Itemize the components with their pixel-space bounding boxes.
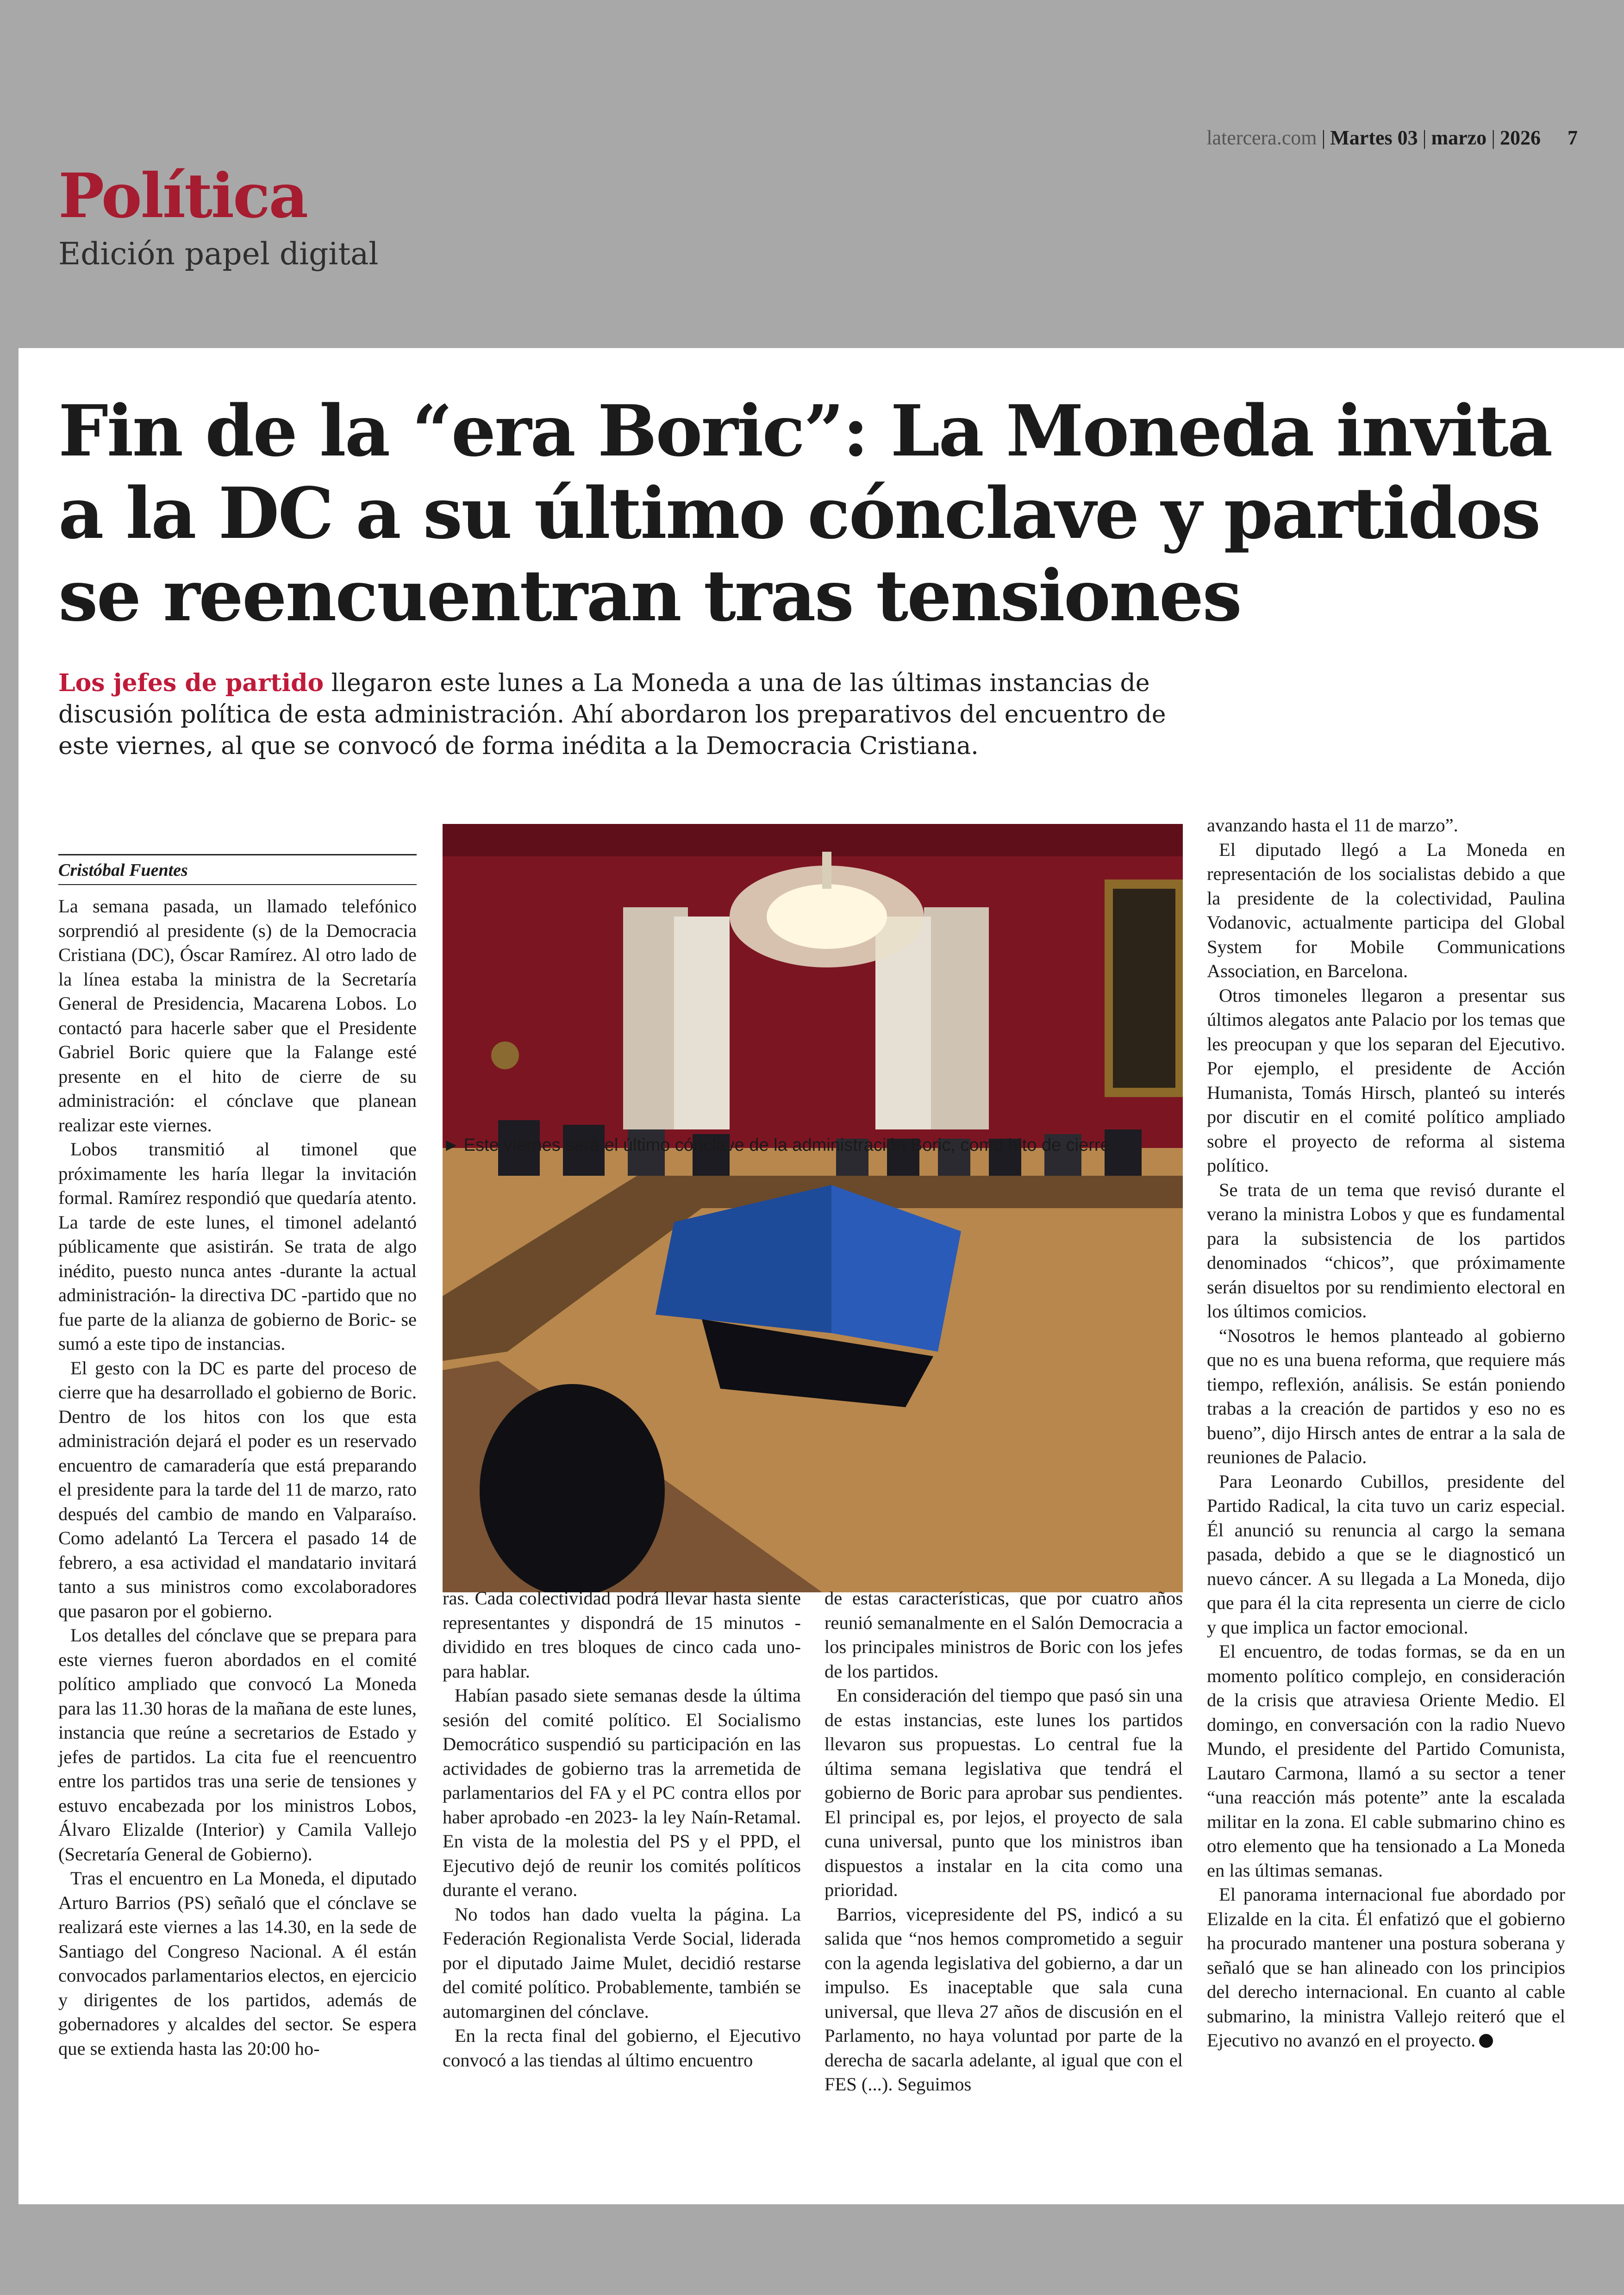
column-1 bbox=[58, 854, 417, 2061]
paragraph-text: El panorama internacional fue abordado por Elizalde en la cita. Él enfatizó que el gobierno ha procurado mantener una postura soberana y señaló que se han alineado con los principios del derecho internacional. En cuanto al cable submarino, la ministra Vallejo reiteró que el Ejecutivo no avanzó en el proyecto. bbox=[1207, 1884, 1565, 2051]
date-month: marzo bbox=[1431, 126, 1487, 149]
photo-curtain-right bbox=[924, 907, 989, 1129]
page-number: 7 bbox=[1568, 126, 1578, 149]
site-url[interactable]: latercera.com bbox=[1206, 126, 1317, 149]
paragraph: El diputado llegó a La Moneda en representación de los socialistas debido a que la presidente de la colectividad, Paulina Vodanovic, actualmente participa del Global System for Mobile Communications Association, en Barcelona. bbox=[1207, 839, 1565, 981]
standfirst-lead: Los jefes de partido bbox=[58, 669, 324, 697]
headline: Fin de la “era Boric”: La Moneda invita a la DC a su último cónclave y partidos se reencuentran tras tensiones bbox=[58, 389, 1552, 637]
byline-box bbox=[58, 854, 417, 885]
photo-wall-clock bbox=[491, 1041, 519, 1069]
last-paragraph bbox=[1207, 1883, 1565, 2053]
byline: Cristóbal Fuentes bbox=[58, 861, 188, 880]
paragraph: avanzando hasta el 11 de marzo”. bbox=[1207, 815, 1458, 836]
paragraph: Se trata de un tema que revisó durante el verano la ministra Lobos y que es fundamental para la subsistencia de los partidos denominados “chicos”, que próximamente serán disueltos por su rendimiento electoral en los últimos comicios. bbox=[1207, 1179, 1565, 1322]
article-page bbox=[19, 348, 1624, 2204]
paragraph: Para Leonardo Cubillos, presidente del Partido Radical, la cita tuvo un cariz especial. Él anunció su renuncia al cargo la semana pasada, debido a que se le diagnosticó un nuevo cáncer. A su llegada a La Moneda, dijo que para él la cita representa un cierre de ciclo y que implica un factor emocional. bbox=[1207, 1471, 1565, 1638]
meeting-room-photo bbox=[443, 824, 1183, 1592]
photo-foreground-person bbox=[480, 1384, 665, 1592]
masthead bbox=[0, 0, 1624, 348]
paragraph: “Nosotros le hemos planteado al gobierno que no es una buena reforma, que requiere más tiempo, reflexión, análisis. Se están poniendo trabas a la creación de partidos y eso no es bueno”, dijo Hirsch antes de entrar a la sala de reuniones de Palacio. bbox=[1207, 1325, 1565, 1467]
paragraph: En la recta final del gobierno, el Ejecutivo convocó a las tiendas al último encuentro bbox=[443, 2025, 801, 2070]
paragraph: Otros timoneles llegaron a presentar sus últimos alegatos ante Palacio por los temas que les preocupan y que los separan del Ejecutivo. Por ejemplo, el presidente de Acción Humanista, Tomás Hirsch, planteó su interés por discutir en el comité político ampliado sobre el proyecto de reforma al sistema político. bbox=[1207, 985, 1565, 1176]
caption-arrow-icon: ► bbox=[443, 1135, 460, 1155]
photo-ceiling bbox=[443, 824, 1183, 856]
date-weekday-day: Martes 03 bbox=[1330, 126, 1418, 149]
paragraph: Los detalles del cónclave que se prepara para este viernes fueron abordados en el comité político ampliado que convocó La Moneda para las 11.30 horas de la mañana de este lunes, instancia que reúne a secretarios de Estado y jefes de partidos. La cita fue el reencuentro entre los partidos tras una serie de tensiones y estuvo encabezada por los ministros Lobos, Álvaro Elizalde (Interior) y Camila Vallejo (Secretaría General de Gobierno). bbox=[58, 1625, 417, 1865]
article-photo bbox=[443, 824, 1183, 1592]
column-4 bbox=[1207, 813, 1565, 2053]
paragraph: ras. Cada colectividad podrá llevar hasta siente representantes y dispondrá de 15 minutos -dividido en tres bloques de cinco cada uno- para hablar. bbox=[443, 1588, 801, 1682]
standfirst-text: llegaron este lunes a La Moneda a una de las últimas instancias de discusión política de esta administración. Ahí abordaron los preparativos del encuentro de este viernes, al que se convocó de forma inédita a la Democracia Cristiana. bbox=[58, 669, 1166, 760]
column-3 bbox=[824, 1586, 1183, 2097]
edition-label: Edición papel digital bbox=[58, 236, 379, 272]
paragraph: Barrios, vicepresidente del PS, indicó a su salida que “nos hemos comprometido a seguir con la agenda legislativa del gobierno, a dar un impulso. Es inaceptable que sala cuna universal, que lleva 27 años de discusión en el Parlamento, no haya voluntad por parte de la derecha de sacarla adelante, al igual que con el FES (...). Seguimos bbox=[824, 1903, 1183, 2095]
paragraph: Tras el encuentro en La Moneda, el diputado Arturo Barrios (PS) señaló que el cónclave se realizará este viernes a las 14.30, en la sede de Santiago del Congreso Nacional. A él están convocados parlamentarios electos, en ejercicio y dirigentes de los partidos, además de gobernadores y alcaldes del sector. Se espera que se extienda hasta las 20:00 ho- bbox=[58, 1868, 417, 2059]
paragraph: Habían pasado siete semanas desde la última sesión del comité político. El Socialismo Democrático suspendió su participación en las actividades de gobierno tras la arremetida de parlamentarios del FA y el PC contra ellos por haber aprobado -en 2023- la ley Naín-Retamal. En vista de la molestia del PS y el PPD, el Ejecutivo dejó de reunir los comités políticos durante el verano. bbox=[443, 1685, 801, 1900]
column-2 bbox=[443, 1586, 801, 2072]
caption-text: Este viernes será el último cónclave de la administración Boric, como hito de cierre. bbox=[463, 1135, 1115, 1155]
paragraph: El encuentro, de todas formas, se da en un momento político complejo, en consideración de la crisis que atraviesa Oriente Medio. El domingo, en conversación con la radio Nuevo Mundo, el presidente del Partido Comunista, Lautaro Carmona, llamó a su sector a tener “una reacción más potente” ante la escalada militar en la zona. El cable submarino chino es otro elemento que ha tensionado a La Moneda en las últimas semanas. bbox=[1207, 1641, 1565, 1881]
standfirst bbox=[58, 667, 1169, 762]
paragraph: de estas características, que por cuatro años reunió semanalmente en el Salón Democracia a los principales ministros de Boric con los jefes de los partidos. bbox=[824, 1588, 1183, 1682]
photo-caption bbox=[443, 1134, 1183, 1156]
dateline: latercera.com | Martes 03 | marzo | 2026 7 bbox=[1206, 126, 1578, 149]
end-of-article-icon bbox=[1479, 2034, 1493, 2048]
photo-window-left bbox=[674, 917, 730, 1129]
paragraph: La semana pasada, un llamado telefónico sorprendió al presidente (s) de la Democracia Cristiana (DC), Óscar Ramírez. Al otro lado de la línea estaba la ministra de la Secretaría General de Presidencia, Macarena Lobos. Lo contactó para hacerle saber que el Presidente Gabriel Boric quiere que la Falange esté presente en el hito de cierre de su administración: el cónclave que planean realizar este viernes. bbox=[58, 896, 417, 1135]
paragraph: No todos han dado vuelta la página. La Federación Regionalista Verde Social, liderada por el diputado Jaime Mulet, decidió restarse del comité político. Probablemente, también se automarginen del cónclave. bbox=[443, 1903, 801, 2022]
section-title: Política bbox=[58, 160, 307, 232]
paragraph: En consideración del tiempo que pasó sin una de estas instancias, este lunes los partidos llevaron sus propuestas. Lo central fue la última semana legislativa que tendrá el gobierno de Boric para aprobar sus pendientes. El principal es, por lejos, el proyecto de sala cuna universal, punto que los ministros iban dispuestos a instalar en la cita como una prioridad. bbox=[824, 1685, 1183, 1900]
paragraph: El gesto con la DC es parte del proceso de cierre que ha desarrollado el gobierno de Boric. Dentro de los hitos con los que esta administración dejará el poder es un reservado encuentro de camaradería que está preparando el presidente para la tarde del 11 de marzo, rato después del cambio de mando en Valparaíso. Como adelantó La Tercera el pasado 14 de febrero, a esa actividad el mandatario invitará tanto a sus ministros como excolaboradores que pasaron por el gobierno. bbox=[58, 1357, 417, 1621]
photo-portrait bbox=[1113, 889, 1175, 1088]
date-year: 2026 bbox=[1500, 126, 1541, 149]
paragraph: Lobos transmitió al timonel que próximamente les haría llegar la invitación formal. Ramírez respondió que quedaría atento. La tarde de este lunes, el timonel adelantó públicamente que asistirán. Se trata de algo inédito, puesto nunca antes -durante la actual administración- la directiva DC -partido que no fue parte de la alianza de gobierno de Boric- se sumó a este tipo de instancias. bbox=[58, 1139, 417, 1354]
